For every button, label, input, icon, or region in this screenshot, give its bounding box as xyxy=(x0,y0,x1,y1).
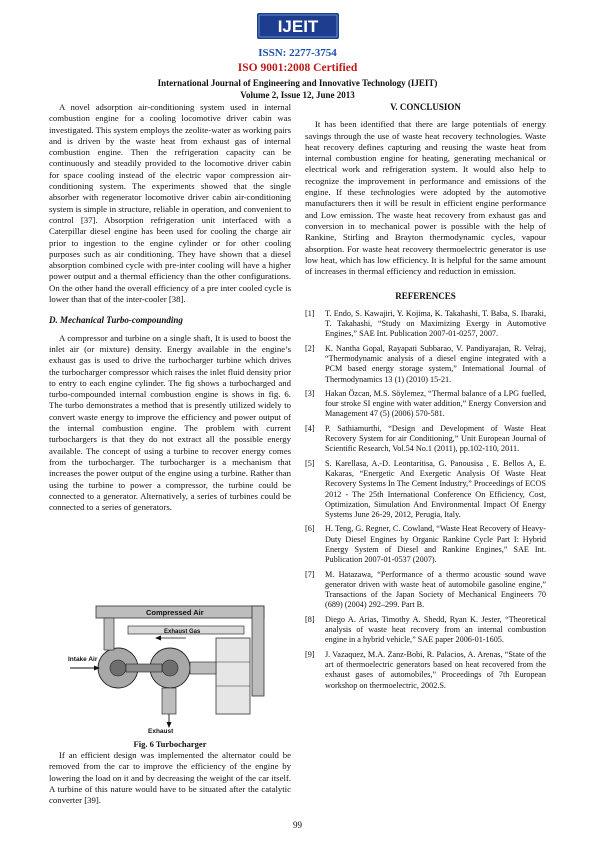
reference-item xyxy=(305,424,546,455)
left-column xyxy=(49,102,291,513)
reference-item xyxy=(305,570,546,611)
logo-text: IJEIT xyxy=(277,17,319,36)
page-number: 99 xyxy=(293,820,302,830)
subsection-heading: D. Mechanical Turbo-compounding xyxy=(49,315,183,326)
reference-text: M. Hatazawa, “Performance of a thermo acoustic sound wave generator driven with waste heat of automobile gasoline engine,” Transactions of the Japan Society of Mechanical Engineers 70 (689) (2004) 292–299. Part B. xyxy=(325,569,546,610)
reference-number: [2] xyxy=(305,343,315,353)
label-exhaust-gas: Exhaust Gas xyxy=(164,629,201,635)
figure-caption: Fig. 6 Turbocharger xyxy=(133,739,207,749)
section-heading-conclusion: V. CONCLUSION xyxy=(390,102,461,112)
journal-name: International Journal of Engineering and Innovative Technology (IJEIT) xyxy=(157,78,438,88)
label-compressed-air: Compressed Air xyxy=(146,608,204,617)
engine-block xyxy=(216,638,250,714)
reference-number: [5] xyxy=(305,458,315,468)
reference-text: J. Vazaquez, M.A. Zanz-Bobi, R. Palacios, A. Arenas, “State of the art of thermoelectric generators based on heat recovered from the exhaust gases of automobiles,” Proceedings of 7th European workshop on thermoelectric, 2002.S. xyxy=(325,649,546,690)
reference-text: P. Sathiamurthi, “Design and Development of Waste Heat Recovery System for air Conditioning,” Unit European Journal of Scientific Research, Vol.54 No.1 (2011), pp.102-110, 2011. xyxy=(325,423,546,454)
arrow-head xyxy=(155,636,161,641)
reference-item xyxy=(305,650,546,691)
reference-text: H. Teng, G. Regner, C. Cowland, “Waste Heat Recovery of Heavy-Duty Diesel Engines by Organic Rankine Cycle Part I: Hybrid Energy System of Diesel and Rankine Engines,” SAE Int. Publication 2007-01-0537 (2007). xyxy=(325,524,546,565)
reference-item xyxy=(305,344,546,385)
reference-item xyxy=(305,389,546,420)
reference-text: Diego A. Arias, Timothy A. Shedd, Ryan K. Jester, “Theoretical analysis of waste heat recovery from an internal combustion engine in a hybrid vehicle,” SAE paper 2006-01-1605. xyxy=(325,614,546,645)
journal-logo xyxy=(257,13,339,39)
paragraph-conclusion: It has been identified that there are large potentials of energy savings through the use of waste heat recovery technologies. Waste heat recovery defines capturing and reusing the waste heat from internal combustion engine for heating, generating mechanical or electrical work and refrigeration system. It would also help to recognize the improvement in performance and emissions of the engine. If these technologies were adopted by the automotive manufacturers then it will be result in efficient engine performance and Low emission. The waste heat recovery from exhaust gas and conversion in to mechanical power is possible with the help of Rankine, Stirling and Brayton thermodynamic cycles, vapour absorption. For waste heat recovery thermoelectric generator is use low heat, which has low efficiency. It is helpful for the same amount of increases in thermal efficiency and reduction in emission. xyxy=(305,119,546,277)
reference-text: S. Karellasa, A.-D. Leontaritisa, G. Panousisa , E. Bellos A, E. Kakaras, “Energetic And Exergetic Analysis Of Waste Heat Recovery Systems In The Cement Industry,” Proceedings of ECOS 2012 - The 25th International Conference On Efficiency, Cost, Optimization, Simulation And Environmental Impact Of Energy Systems June 26-29, 2012, Perugia, Italy. xyxy=(325,458,546,520)
turbocharger-figure xyxy=(66,592,274,734)
right-column xyxy=(305,102,546,695)
references-section xyxy=(305,291,546,690)
references-heading: REFERENCES xyxy=(395,291,456,302)
iso-certification: ISO 9001:2008 Certified xyxy=(237,62,358,74)
reference-number: [7] xyxy=(305,569,315,579)
reference-number: [8] xyxy=(305,614,315,624)
reference-text: T. Endo, S. Kawajiri, Y. Kojima, K. Takahashi, T. Baba, S. Ibaraki, T. Takahashi, “Study on Maximizing Exergy in Automotive Engines,” SAE Int. Publication 2007-01-0257, 2007. xyxy=(325,308,546,339)
shaft xyxy=(126,664,162,672)
label-exhaust: Exhaust xyxy=(148,728,174,734)
reference-number: [6] xyxy=(305,524,315,534)
left-column-continued xyxy=(49,750,291,806)
reference-item xyxy=(305,615,546,646)
reference-number: [1] xyxy=(305,308,315,318)
reference-item xyxy=(305,524,546,565)
paragraph-turbo-compounding: A compressor and turbine on a single shaft, It is used to boost the inlet air (or mixture) density. Energy available in the engine’s exhaust gas is used to drive the turbocharger turbine which drives the turbocharger compressor which raises the inlet fluid density prior to entry to each engine cylinder. The fig shows a turbocharged and turbo-compounded internal combustion engine is shows in fig. 6. The turbo demonstrates a method that is presently utilized widely to convert waste energy to improve the efficiency and power output of the internal combustion engine. The problem with current turbochargers is that they do not extract all the possible energy available. The concept of using a turbine to recover energy comes from the turbocharger. The turbocharger is a mechanism that increases the power output of the engine using a turbine. Rather than using the turbine to power a compressor, the turbine could be connected to a generator. Alternatively, a series of turbines could be connected to a series of generators. xyxy=(49,332,291,513)
reference-number: [9] xyxy=(305,649,315,659)
reference-item xyxy=(305,459,546,521)
reference-text: K. Nantha Gopal, Rayapati Subbarao, V. Pandiyarajan, R. Velraj, “Thermodynamic analysis of a diesel engine integrated with a PCM based energy storage system,” International Journal of Thermodynamics 13 (1) (2010) 15-21. xyxy=(325,343,546,384)
paragraph-absorption: A novel adsorption air-conditioning system used in internal combustion engine for a cooling locomotive driver cabin was investigated. This system employs the zeolite-water as working pairs and is driven by the waste heat from exhaust gas of internal combustion engine. Then the refrigeration capacity can be continuously and steadily provided to the locomotive driver cabin for space cooling instead of the electric vapor compression air-conditioning system. The experiments showed that the single absorber with regenerator locomotive driver cabin air-conditioning system is simple in structure, reliable in operation, and convenient to control [37]. Absorption refrigeration unit interfaced with a Caterpillar diesel engine has been used for cooling the charge air prior to ingestion to the engine cylinder or for other cooling purposes such as air conditioning. They have shown that a diesel absorption combined cycle with pre-inter cooling will have a higher power output and a thermal efficiency than the other configurations. On the other hand the overall efficiency of a pre inter cooled cycle is lower than that of the inter-cooler [38]. xyxy=(49,102,291,305)
issn: ISSN: 2277-3754 xyxy=(258,47,337,59)
reference-item xyxy=(305,309,546,340)
paragraph-alternator: If an efficient design was implemented the alternator could be removed from the car to improve the efficiency of the engine by lowering the load on it and by decreasing the weight of the car itself. A turbine of this nature would have to be situated after the catalytic converter [39]. xyxy=(49,750,291,806)
reference-text: Hakan Özcan, M.S. Söylemez, “Thermal balance of a LPG fuelled, four stroke SI engine with water addition,” Energy Conversion and Management 47 (5) (2006) 570-581. xyxy=(325,388,546,419)
reference-number: [4] xyxy=(305,423,315,433)
label-intake-air: Intake Air xyxy=(68,656,98,663)
reference-number: [3] xyxy=(305,388,315,398)
journal-volume: Volume 2, Issue 12, June 2013 xyxy=(240,90,355,100)
